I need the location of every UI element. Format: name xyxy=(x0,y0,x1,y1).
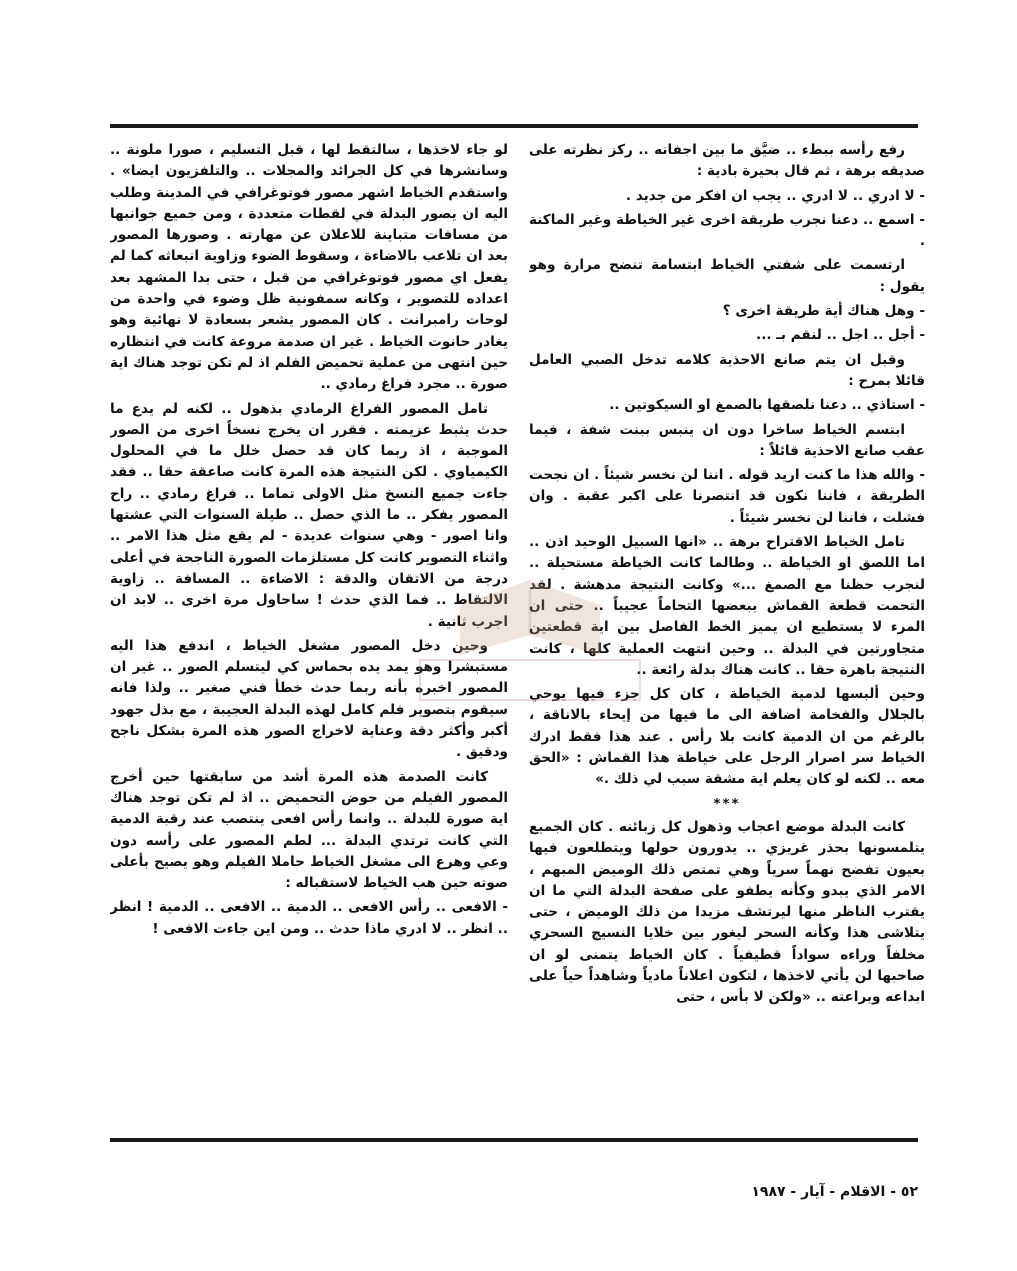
left-text-column xyxy=(110,140,508,1130)
top-rule xyxy=(110,124,918,128)
paragraph: تامل المصور الفراغ الرمادي بذهول .. لكنه لم يدع ما حدث يثبط عزيمته . فقرر ان يخرج نسخاً اخرى من الصور الموجبة ، اذ ربما كان قد حصل خلل ما في المحلول الكيمياوي . لكن النتيجة هذه المرة كانت صاعقة حقا .. فقد جاءت جميع النسخ مثل الاولى تماما .. فراغ رمادي .. راح المصور يفكر .. ما الذي حصل .. طيلة السنوات التي عشتها وانا اصور - وهي سنوات عديدة - لم يقع مثل هذا الامر .. واثناء التصوير كانت كل مستلزمات الصورة الناجحة في أعلى درجة من الاتقان والدقة : الاضاءة .. المسافة .. زاوية الالتقاط .. فما الذي حدث ! ساحاول مرة اخرى .. لابد ان اجرب ثانية . xyxy=(110,400,508,630)
paragraph: - اسمع .. دعنا نجرب طريقة اخرى غير الخياطة وغير الماكنة . xyxy=(529,211,925,250)
paragraph: كانت البدلة موضع اعجاب وذهول كل زبائنه . كان الجميع يتلمسونها بحذر غريزي .. يدورون حولها ويتطلعون فيها بعيون تفضح نهماً سرياً وهي تمتص ذلك الوميض المبهم ، الامر الذي يبدو وكأنه يطفو على صفحة البدلة التي ما ان يقترب الناظر منها ليرتشف مزيدا من ذلك الوميض ، حتى يتلاشى هذا وكأنه السحر ليغور بين خلايا النسيج السحري مخلفاً وراءه سواداً قطيفياً . كان الخياط يتمنى لو ان صاحبها لن يأتي لاخذها ، لتكون اعلاناً مادياً وشاهداً حياً على ابداعه وبراعته .. «ولكن لا بأس ، حتى xyxy=(529,818,925,1006)
page-footer: ٥٢ - الاقلام - آيار - ١٩٨٧ xyxy=(751,1184,918,1200)
paragraph: رفع رأسه ببطء .. ضيَّق ما بين اجفانه .. ركز نظرته على صديقه برهة ، ثم قال بحيرة بادية : xyxy=(529,142,925,180)
paragraph: ابتسم الخياط ساخرا دون ان ينبس ببنت شفة ، فيما عقب صانع الاحذية قائلاً : xyxy=(529,421,925,459)
section-separator: *** xyxy=(713,795,741,812)
paragraph: - لا ادري .. لا ادري .. يجب ان افكر من جديد . xyxy=(625,187,925,204)
paragraph: وقبل ان يتم صانع الاحذية كلامه تدخل الصبي العامل قائلا بمرح : xyxy=(529,351,925,389)
paragraph: - استاذي .. دعنا نلصقها بالصمغ او السيكوتين .. xyxy=(609,397,925,414)
paragraph: - أجل .. اجل .. لنقم بـ ... xyxy=(756,327,925,344)
paragraph: وحين دخل المصور مشغل الخياط ، اندفع هذا اليه مستبشرا وهو يمد يده بحماس كي ليتسلم الصور .. غير ان المصور اخبره بأنه ربما حدث خطأ فني صغير .. ولذا فانه سيقوم بتصوير فلم كامل لهذه البدلة العجيبة ، مع بذل جهود أكبر وأكثر دقة وعناية لاخراج الصور هذه المرة بشكل ناجح ودقيق . xyxy=(110,637,508,761)
paragraph: ارتسمت على شفتي الخياط ابتسامة تنضح مرارة وهو يقول : xyxy=(529,257,925,295)
paragraph: - وهل هناك أية طريقة اخرى ؟ xyxy=(722,303,925,320)
paragraph: لو جاء لاخذها ، سالتقط لها ، قبل التسليم ، صورا ملونة .. وسانشرها في كل الجرائد والمجلات .. والتلفزيون ايضا» . واستقدم الخياط اشهر مصور فوتوغرافي في المدينة وطلب اليه ان يصور البدلة في لقطات متعددة ، ومن جميع جوانبها من مسافات متباينة للاعلان عن مهارته . وصورها المصور بعد ان تلاعب بالاضاءة ، وسقوط الضوء وزاوية انبعاثه كما لم يفعل اي مصور فوتوغرافي من قبل ، حتى بدا المشهد بعد اعداده للتصوير ، وكانه سمفونية ظل وضوء في واحدة من لوحات رامبرانت . كان المصور يشعر بسعادة لا نهائية وهو يغادر حانوت الخياط . غير ان صدمة مروعة كانت في انتظاره حين انتهى من عملية تحميض الفلم اذ لم تكن توجد هناك اية صورة .. مجرد فراغ رمادي .. xyxy=(110,142,508,393)
paragraph: - والله هذا ما كنت اريد قوله . اننا لن نخسر شيئاً . ان نجحت الطريقة ، فاننا نكون قد انتصرنا على اكبر عقبة . وان فشلت ، فاننا لن نخسر شيئاً . xyxy=(529,467,925,526)
paragraph: تامل الخياط الاقتراح برهة .. «انها السبيل الوحيد اذن .. اما اللصق او الخياطة .. وطالما كانت الخياطة مستحيلة .. لنجرب حظنا مع الصمغ ...» وكانت النتيجة مدهشة . لقد التحمت قطعة القماش ببعضها التحاماً عجيباً .. حتى ان المرء لا يستطيع ان يميز الخط الفاصل بين اية قطعتين متجاورتين في البدلة .. وحين انتهت العملية كلها ، كانت النتيجة باهرة حقا .. كانت هناك بدلة رائعة .. xyxy=(529,534,925,678)
paragraph: - الافعى .. رأس الافعى .. الدمية .. الافعى .. الدمية ! انظر .. انظر .. لا ادري ماذا حدث .. ومن اين جاءت الافعى ! xyxy=(110,899,508,937)
paragraph: وحين ألبسها لدمية الخياطة ، كان كل جزء فيها يوحي بالجلال والفخامة اضافة الى ما فيها من إيحاء بالاناقة ، بالرغم من ان الدمية كانت بلا رأس . عند هذا فقط ادرك الخياط سر اصرار الرجل على خياطة هذا القماش : «الحق معه .. لكنه لو كان يعلم اية مشقة سبب لي ذلك .» xyxy=(529,686,925,788)
bottom-rule xyxy=(110,1138,918,1142)
right-text-column xyxy=(529,140,925,1130)
paragraph: كانت الصدمة هذه المرة أشد من سابقتها حين أخرج المصور الفيلم من حوض التحميض .. اذ لم تكن توجد هناك اية صورة للبدلة .. وانما رأس افعى ينتصب عند رقبة الدمية التي كانت ترتدي البدلة ... لطم المصور على رأسه دون وعي وهرع الى مشغل الخياط حاملا الفيلم وهو يصيح بأعلى صوته حين هب الخياط لاستقباله : xyxy=(110,768,508,892)
